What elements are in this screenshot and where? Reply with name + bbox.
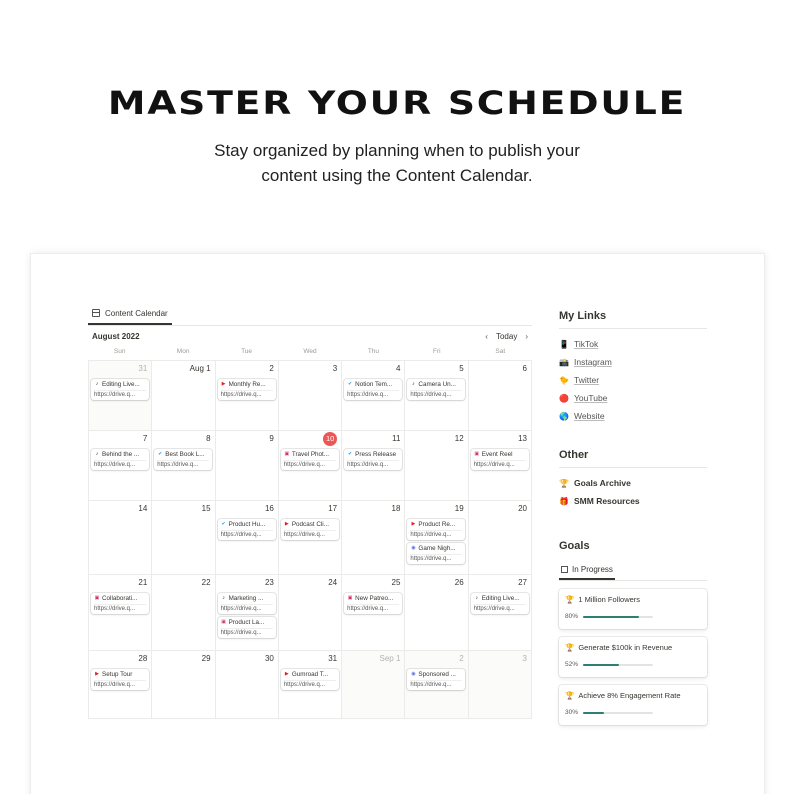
event-title <box>474 595 526 602</box>
link-website[interactable] <box>559 407 707 425</box>
tiktok-icon: ♪ <box>475 595 478 601</box>
weekday-label: Fri <box>433 347 441 355</box>
calendar-day[interactable] <box>216 431 279 501</box>
event-card[interactable] <box>407 543 465 564</box>
day-number: 11 <box>392 433 401 443</box>
event-title-text: Camera Un... <box>418 380 456 388</box>
calendar-day[interactable] <box>279 651 342 719</box>
event-card[interactable] <box>344 449 402 470</box>
event-card[interactable] <box>91 593 149 614</box>
progress-fill <box>583 712 604 714</box>
calendar-day[interactable] <box>152 501 215 575</box>
weekday-header <box>88 348 532 360</box>
day-number: 28 <box>138 653 148 663</box>
event-card[interactable] <box>154 449 212 470</box>
event-url[interactable]: https://drive.q... <box>221 530 273 538</box>
calendar-month: August 2022 <box>92 332 140 341</box>
subtitle-line-2: content using the Content Calendar. <box>261 166 533 185</box>
event-title-text: Press Release <box>355 450 397 458</box>
event-title <box>474 451 526 458</box>
event-url[interactable]: https://drive.q... <box>94 604 146 612</box>
instagram-icon: ▣ <box>94 595 100 601</box>
event-title <box>94 381 146 388</box>
calendar-day[interactable] <box>405 651 468 719</box>
calendar-day[interactable] <box>279 361 342 431</box>
event-title-text: Travel Phot... <box>291 450 330 458</box>
event-card[interactable] <box>344 379 402 400</box>
event-url[interactable]: https://drive.q... <box>410 680 462 688</box>
day-number: Aug 1 <box>189 363 211 373</box>
event-url[interactable]: https://drive.q... <box>221 628 273 636</box>
calendar-day[interactable] <box>152 361 215 431</box>
calendar-day[interactable] <box>89 575 152 651</box>
event-title-text: Collaborati... <box>102 594 138 602</box>
emoji-icon: 📱 <box>559 339 569 349</box>
event-title <box>221 619 273 626</box>
link-tiktok[interactable] <box>559 335 707 353</box>
weekday-label: Sun <box>113 347 126 355</box>
event-url[interactable]: https://drive.q... <box>347 604 399 612</box>
links-list <box>559 335 707 425</box>
event-url[interactable]: https://drive.q... <box>284 680 336 688</box>
goals-heading: Goals <box>559 540 590 552</box>
calendar-day[interactable] <box>342 431 405 501</box>
calendar-day[interactable] <box>405 501 468 575</box>
event-url[interactable]: https://drive.q... <box>221 604 273 612</box>
chevron-left-icon[interactable]: ‹ <box>485 332 488 341</box>
event-title <box>410 671 462 678</box>
day-number: 8 <box>206 433 211 443</box>
day-number: 3 <box>332 363 338 373</box>
day-number: 6 <box>522 363 527 373</box>
calendar-day[interactable] <box>342 501 405 575</box>
day-number: 20 <box>518 503 527 513</box>
calendar-day[interactable] <box>89 431 152 501</box>
other-list <box>559 474 707 510</box>
goal-title <box>565 643 701 652</box>
event-title <box>347 381 399 388</box>
event-url[interactable]: https://drive.q... <box>410 530 462 538</box>
link-youtube[interactable] <box>559 389 707 407</box>
calendar-day[interactable] <box>469 361 532 431</box>
event-title-text: Product Hu... <box>228 520 266 528</box>
event-url[interactable]: https://drive.q... <box>410 390 462 398</box>
day-number: 2 <box>459 653 464 663</box>
event-url[interactable]: https://drive.q... <box>410 554 462 562</box>
calendar-day[interactable] <box>342 361 405 431</box>
chevron-right-icon[interactable]: › <box>525 332 528 341</box>
calendar-day[interactable] <box>89 501 152 575</box>
event-title-text: Podcast Cli... <box>291 520 329 528</box>
emoji-icon: 🔴 <box>559 393 569 403</box>
day-number: 12 <box>454 433 464 443</box>
twitter-icon: ✔ <box>348 381 353 387</box>
tiktok-icon: ♪ <box>412 381 415 387</box>
calendar-day[interactable] <box>152 575 215 651</box>
event-title-text: Best Book L... <box>165 450 205 458</box>
day-number: 19 <box>454 503 464 513</box>
event-card[interactable] <box>91 669 149 690</box>
table-icon <box>561 566 568 573</box>
tiktok-icon: ♪ <box>222 595 225 601</box>
event-url[interactable]: https://drive.q... <box>347 390 399 398</box>
my-links-heading: My Links <box>559 310 707 329</box>
event-card[interactable] <box>281 519 339 540</box>
discord-icon: ◉ <box>411 671 416 677</box>
event-title-text: Gumroad T... <box>291 670 329 678</box>
link-label: Instagram <box>574 357 612 367</box>
day-number: 29 <box>201 653 211 663</box>
event-title <box>221 595 273 602</box>
link-instagram[interactable] <box>559 353 707 371</box>
calendar-nav <box>485 332 532 341</box>
day-number: 7 <box>142 433 148 443</box>
youtube-icon: ▶ <box>221 381 226 387</box>
day-number: 21 <box>138 577 148 587</box>
day-number: 13 <box>518 433 527 443</box>
event-title <box>284 521 336 528</box>
calendar-day[interactable] <box>279 501 342 575</box>
day-number: 26 <box>454 577 464 587</box>
youtube-icon: ▶ <box>411 521 416 527</box>
event-title <box>94 451 146 458</box>
event-url[interactable]: https://drive.q... <box>94 460 146 468</box>
link-label: Website <box>574 411 605 421</box>
goals-list <box>559 589 707 725</box>
calendar-day[interactable] <box>216 501 279 575</box>
calendar-day[interactable] <box>405 361 468 431</box>
emoji-icon: 🎁 <box>559 496 569 506</box>
event-card[interactable] <box>281 449 339 470</box>
calendar-header <box>88 326 532 348</box>
event-card[interactable] <box>218 519 276 540</box>
link-label: Twitter <box>574 375 600 385</box>
event-card[interactable] <box>281 669 339 690</box>
notion-page-card <box>30 253 765 794</box>
calendar-day[interactable] <box>216 361 279 431</box>
event-card[interactable] <box>471 593 529 614</box>
progress-fill <box>583 664 619 666</box>
today-button[interactable]: Today <box>495 332 518 341</box>
weekday-label: Mon <box>176 347 190 355</box>
weekday-label: Wed <box>303 347 317 355</box>
goal-title <box>565 595 701 604</box>
event-title-text: Sponsored ... <box>418 670 456 678</box>
day-number: 18 <box>391 503 401 513</box>
goal-progress <box>565 709 701 716</box>
calendar-day[interactable] <box>152 651 215 719</box>
event-title <box>221 381 273 388</box>
event-url[interactable]: https://drive.q... <box>157 460 209 468</box>
event-title-text: New Patreo... <box>355 594 394 602</box>
event-card[interactable] <box>218 379 276 400</box>
calendar-day[interactable] <box>405 575 468 651</box>
progress-bar <box>583 616 653 618</box>
calendar-day[interactable] <box>469 501 532 575</box>
weekday-label: Thu <box>367 347 380 355</box>
day-number: 27 <box>518 577 527 587</box>
event-title <box>284 451 336 458</box>
goal-card[interactable] <box>559 637 707 677</box>
link-label: TikTok <box>574 339 599 349</box>
link-label: YouTube <box>574 393 608 403</box>
event-card[interactable] <box>218 593 276 614</box>
tab-in-progress[interactable] <box>559 563 615 580</box>
event-title <box>347 595 399 602</box>
day-number: 5 <box>459 363 464 373</box>
calendar-day[interactable] <box>405 431 468 501</box>
event-title <box>94 671 146 678</box>
day-number: 17 <box>328 503 338 513</box>
twitter-icon: ✔ <box>158 451 163 457</box>
day-number: 16 <box>264 503 274 513</box>
event-title <box>410 381 462 388</box>
day-number: 3 <box>522 653 527 663</box>
event-title-text: Monthly Re... <box>228 380 266 388</box>
youtube-icon: ▶ <box>95 671 99 677</box>
day-number: Sep 1 <box>379 653 401 663</box>
event-url[interactable]: https://drive.q... <box>474 460 526 468</box>
tiktok-icon: ♪ <box>95 381 99 387</box>
event-card[interactable] <box>407 379 465 400</box>
calendar-day[interactable] <box>89 651 152 719</box>
calendar-day[interactable] <box>152 431 215 501</box>
emoji-icon: 📸 <box>559 357 569 367</box>
event-url[interactable]: https://drive.q... <box>347 460 399 468</box>
day-number: 4 <box>395 363 401 373</box>
tiktok-icon: ♪ <box>95 451 99 457</box>
calendar-day[interactable] <box>216 651 279 719</box>
youtube-icon: ▶ <box>284 521 289 527</box>
day-number: 9 <box>269 433 274 443</box>
sidebar <box>559 310 707 733</box>
event-title-text: Behind the ... <box>102 450 140 458</box>
calendar-day[interactable] <box>89 361 152 431</box>
trophy-icon: 🏆 <box>565 691 575 700</box>
progress-percent: 80% <box>565 613 579 620</box>
event-url[interactable]: https://drive.q... <box>284 530 336 538</box>
day-number <box>281 434 339 446</box>
goal-title <box>565 691 701 700</box>
event-title <box>347 451 399 458</box>
page-headline: MASTER YOUR SCHEDULE <box>107 84 687 122</box>
progress-bar <box>583 712 653 714</box>
instagram-icon: ▣ <box>347 595 353 601</box>
event-url[interactable]: https://drive.q... <box>284 460 336 468</box>
content-calendar <box>88 304 532 719</box>
day-number: 23 <box>264 577 274 587</box>
tab-label: In Progress <box>572 565 613 574</box>
progress-bar <box>583 664 653 666</box>
calendar-day[interactable] <box>279 575 342 651</box>
twitter-icon: ✔ <box>348 451 353 457</box>
event-card[interactable] <box>91 379 149 400</box>
day-number: 15 <box>201 503 211 513</box>
event-title <box>410 545 462 552</box>
calendar-grid <box>88 360 532 719</box>
calendar-day[interactable] <box>342 651 405 719</box>
subtitle-line-1: Stay organized by planning when to publish your <box>214 141 580 160</box>
event-title-text: Notion Tem... <box>355 380 393 388</box>
goal-card[interactable] <box>559 589 707 629</box>
event-title-text: Product Re... <box>418 520 456 528</box>
event-card[interactable] <box>91 449 149 470</box>
goal-card[interactable] <box>559 685 707 725</box>
discord-icon: ◉ <box>411 545 416 551</box>
instagram-icon: ▣ <box>284 451 290 457</box>
event-title-text: Editing Live... <box>481 594 520 602</box>
other-heading: Other <box>559 449 707 468</box>
link-label: Goals Archive <box>574 478 631 488</box>
goals-section <box>559 540 707 725</box>
calendar-day[interactable] <box>469 575 532 651</box>
goal-title-text: 1 Million Followers <box>578 595 641 604</box>
tab-label: Content Calendar <box>105 308 168 318</box>
page-link-smm-resources[interactable] <box>559 492 707 510</box>
event-title-text: Editing Live... <box>102 380 140 388</box>
calendar-day[interactable] <box>279 431 342 501</box>
event-title-text: Game Nigh... <box>418 544 456 552</box>
event-title <box>157 451 209 458</box>
trophy-icon: 🏆 <box>565 595 575 604</box>
emoji-icon: 🌎 <box>559 411 569 421</box>
emoji-icon: 🏆 <box>559 478 569 488</box>
other-section <box>559 449 707 510</box>
event-url[interactable]: https://drive.q... <box>221 390 273 398</box>
event-url[interactable]: https://drive.q... <box>94 680 146 688</box>
weekday-label: Tue <box>241 347 253 355</box>
event-url[interactable]: https://drive.q... <box>474 604 526 612</box>
youtube-icon: ▶ <box>284 671 289 677</box>
event-title-text: Marketing ... <box>228 594 264 602</box>
day-number: 24 <box>328 577 338 587</box>
event-url[interactable]: https://drive.q... <box>94 390 146 398</box>
calendar-day[interactable] <box>469 431 532 501</box>
calendar-day[interactable] <box>216 575 279 651</box>
event-title <box>94 595 146 602</box>
calendar-icon <box>92 309 100 317</box>
twitter-icon: ✔ <box>221 521 226 527</box>
day-number: 14 <box>138 503 148 513</box>
calendar-day[interactable] <box>342 575 405 651</box>
event-title-text: Setup Tour <box>102 670 133 678</box>
goal-title-text: Generate $100k in Revenue <box>578 643 673 652</box>
page-link-goals-archive[interactable] <box>559 474 707 492</box>
day-number: 30 <box>264 653 274 663</box>
event-title <box>221 521 273 528</box>
goal-progress <box>565 661 701 668</box>
event-card[interactable] <box>218 617 276 638</box>
progress-percent: 52% <box>565 661 579 668</box>
instagram-icon: ▣ <box>221 619 226 625</box>
event-card[interactable] <box>407 519 465 540</box>
instagram-icon: ▣ <box>474 451 480 457</box>
event-card[interactable] <box>471 449 529 470</box>
emoji-icon: 🐤 <box>559 375 569 385</box>
event-card[interactable] <box>344 593 402 614</box>
day-number: 22 <box>201 577 211 587</box>
page-subtitle <box>0 138 794 188</box>
event-title-text: Product La... <box>228 618 265 626</box>
trophy-icon: 🏆 <box>565 643 575 652</box>
day-number: 31 <box>138 363 148 373</box>
day-number: 25 <box>391 577 401 587</box>
event-title-text: Event Reel <box>481 450 513 458</box>
day-number: 2 <box>269 363 274 373</box>
goal-title-text: Achieve 8% Engagement Rate <box>578 691 681 700</box>
goal-progress <box>565 613 701 620</box>
progress-percent: 30% <box>565 709 579 716</box>
calendar-day[interactable] <box>469 651 532 719</box>
today-marker: 10 <box>323 432 337 446</box>
link-twitter[interactable] <box>559 371 707 389</box>
weekday-label: Sat <box>495 347 506 355</box>
tab-content-calendar[interactable] <box>88 309 172 325</box>
progress-fill <box>583 616 639 618</box>
link-label: SMM Resources <box>574 496 640 506</box>
event-title <box>410 521 462 528</box>
event-card[interactable] <box>407 669 465 690</box>
day-number: 31 <box>328 653 338 663</box>
event-title <box>284 671 336 678</box>
